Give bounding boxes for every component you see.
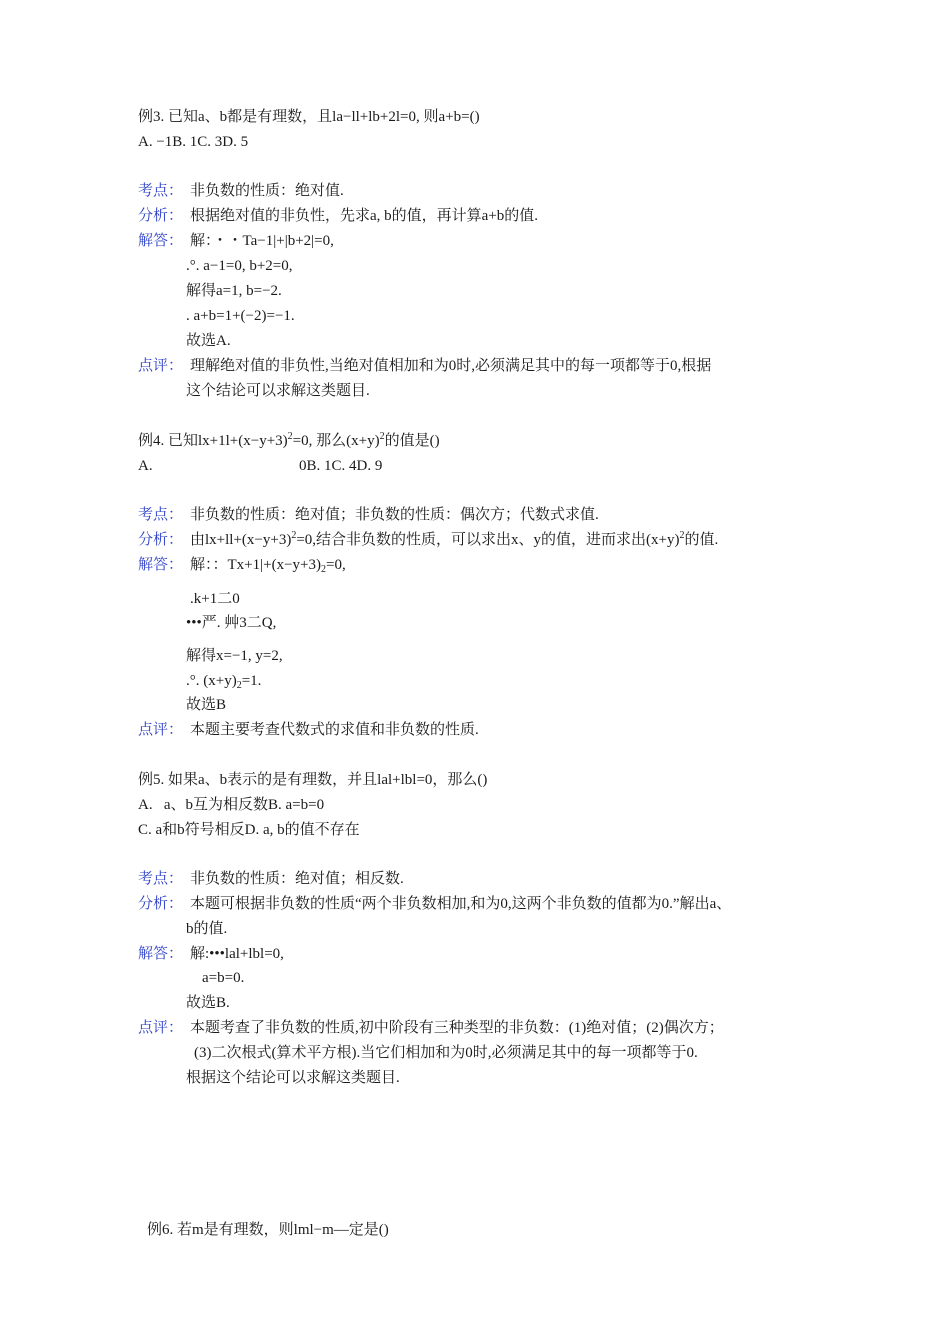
ex4-dianping-label: 点评： — [138, 722, 184, 738]
ex3-dianping-line: 理解绝对值的非负性,当绝对值相加和为0时,必须满足其中的每一项都等于0,根据 — [190, 358, 712, 374]
ex4-jieda-line — [190, 555, 346, 577]
ex5-jieda-line: a=b=0. — [202, 970, 245, 986]
ex4-question-part: 的值是() — [384, 433, 440, 449]
ex6-question: 例6. 若m是有理数，则lml−m—定是() — [147, 1222, 389, 1238]
ex5-question: 例5. 如果a、b表示的是有理数，并且lal+lbl=0，那么() — [138, 772, 488, 788]
ex4-jieda-part: 解：：Tx+1|+(x−y+3) — [190, 557, 321, 573]
ex4-jieda-line: .k+1二0 — [190, 591, 240, 607]
ex3-kaodian: 非负数的性质：绝对值. — [190, 183, 344, 199]
ex3-dianping-label: 点评： — [138, 358, 184, 374]
ex4-jieda-line — [186, 671, 261, 693]
ex4-options-b: 0B. 1C. 4D. 9 — [299, 458, 383, 474]
ex4-question-exponent: 2 — [287, 431, 293, 442]
ex4-question — [138, 431, 440, 453]
ex5-dianping-line: 根据这个结论可以求解这类题目. — [186, 1070, 400, 1086]
ex4-fenxi-exponent: 2 — [291, 530, 297, 541]
ex5-fenxi-line: 本题可根据非负数的性质“两个非负数相加,和为0,这两个非负数的值都为0.”解出a、 — [190, 896, 732, 912]
ex4-fenxi-label: 分析： — [138, 532, 184, 548]
ex4-question-part: =0, 那么(x+y) — [292, 433, 380, 449]
ex5-options: C. a和b符号相反D. a, b的值不存在 — [138, 822, 360, 838]
ex5-dianping-line: (3)二次根式(算术平方根).当它们相加和为0时,必须满足其中的每一项都等于0. — [194, 1045, 698, 1061]
ex5-jieda-label: 解答： — [138, 946, 184, 962]
ex3-kaodian-label: 考点： — [138, 183, 184, 199]
ex4-jieda-part: .°. (x+y) — [186, 673, 237, 689]
ex3-jieda-line: 解：・・Ta−1|+|b+2|=0, — [190, 233, 334, 249]
ex5-kaodian-label: 考点： — [138, 871, 184, 887]
ex3-options: A. −1B. 1C. 3D. 5 — [138, 134, 249, 150]
ex3-fenxi: 根据绝对值的非负性，先求a, b的值，再计算a+b的值. — [190, 208, 539, 224]
ex5-fenxi-label: 分析： — [138, 896, 184, 912]
ex5-dianping-label: 点评： — [138, 1020, 184, 1036]
ex3-question: 例3. 已知a、b都是有理数，且la−ll+lb+2l=0, 则a+b=() — [138, 109, 480, 125]
ex4-jieda-line: •••严. 艸3二Q, — [186, 615, 277, 631]
ex4-jieda-subscript: 2 — [236, 680, 242, 691]
ex5-jieda-line: 解:•••lal+lbl=0, — [190, 946, 284, 962]
ex4-question-part: 例4. 已知lx+1l+(x−y+3) — [138, 433, 288, 449]
ex3-jieda-line: . a+b=1+(−2)=−1. — [186, 308, 295, 324]
ex3-jieda-line: 故选A. — [186, 333, 231, 349]
ex4-jieda-label: 解答： — [138, 557, 184, 573]
ex3-jieda-label: 解答： — [138, 233, 184, 249]
ex4-fenxi-part: =0,结合非负数的性质，可以求出x、y的值，进而求出(x+y) — [296, 532, 680, 548]
ex4-jieda-line: 故选B — [186, 697, 227, 713]
ex4-fenxi-part: 由lx+ll+(x−y+3) — [190, 532, 292, 548]
ex5-options: A. a、b互为相反数B. a=b=0 — [138, 797, 325, 813]
ex3-fenxi-label: 分析： — [138, 208, 184, 224]
ex4-kaodian: 非负数的性质：绝对值；非负数的性质：偶次方；代数式求值. — [190, 507, 599, 523]
ex4-fenxi-exponent: 2 — [679, 530, 685, 541]
ex4-question-exponent: 2 — [379, 431, 385, 442]
ex5-dianping-line: 本题考查了非负数的性质,初中阶段有三种类型的非负数：(1)绝对值；(2)偶次方； — [190, 1020, 724, 1036]
ex4-jieda-subscript: 2 — [321, 564, 326, 575]
ex4-jieda-line: 解得x=−1, y=2, — [186, 648, 283, 664]
ex3-dianping-line: 这个结论可以求解这类题目. — [186, 383, 370, 399]
ex4-jieda-part: =1. — [241, 673, 262, 689]
ex4-fenxi-part: 的值. — [684, 532, 719, 548]
ex5-kaodian: 非负数的性质：绝对值；相反数. — [190, 871, 404, 887]
ex4-fenxi — [190, 530, 718, 552]
ex5-jieda-line: 故选B. — [186, 995, 230, 1011]
ex5-fenxi-line: b的值. — [186, 921, 228, 937]
ex3-jieda-line: .°. a−1=0, b+2=0, — [186, 258, 293, 274]
ex4-jieda-part: =0, — [326, 557, 346, 573]
ex3-jieda-line: 解得a=1, b=−2. — [186, 283, 282, 299]
ex4-dianping: 本题主要考查代数式的求值和非负数的性质. — [190, 722, 479, 738]
ex4-options-a: A. — [138, 458, 153, 474]
ex4-kaodian-label: 考点： — [138, 507, 184, 523]
